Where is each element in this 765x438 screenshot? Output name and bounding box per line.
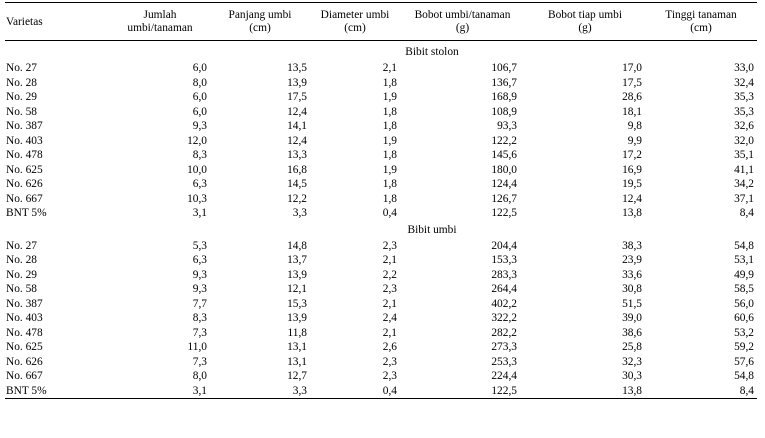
table-row (5, 163, 757, 178)
value-cell: 9,3 (192, 283, 207, 295)
value-cell: 1,8 (382, 192, 397, 205)
value-cell: 5,3 (192, 239, 207, 252)
varietas-cell: No. 403 (6, 134, 43, 147)
value-cell: 60,6 (734, 312, 754, 324)
value-cell: 51,5 (622, 297, 642, 310)
varietas-cell: No. 27 (6, 239, 38, 252)
table-row (5, 355, 757, 370)
table-row (5, 76, 757, 91)
value-cell: 2,2 (382, 268, 397, 281)
varietas-cell: No. 387 (6, 120, 43, 132)
value-cell: 153,3 (491, 254, 517, 266)
value-cell: 33,6 (622, 268, 642, 281)
col-header-varietas: Varietas (5, 3, 110, 41)
value-cell: 13,9 (287, 312, 307, 324)
value-cell: 3,1 (192, 207, 207, 219)
value-cell: 126,7 (491, 192, 517, 205)
value-cell: 16,9 (622, 163, 642, 176)
value-cell: 17,0 (622, 62, 642, 74)
value-cell: 6,0 (192, 91, 207, 103)
table-row (5, 105, 757, 120)
varietas-cell: No. 387 (6, 297, 43, 310)
value-cell: 3,1 (110, 384, 210, 399)
table-row (5, 282, 757, 297)
value-cell: 8,4 (739, 207, 754, 219)
value-cell: 2,1 (382, 62, 397, 74)
value-cell: 12,4 (287, 105, 307, 118)
value-cell: 35,3 (734, 91, 754, 103)
table-body (5, 41, 757, 399)
value-cell: 13,5 (287, 62, 307, 74)
value-cell: 6,0 (192, 62, 207, 74)
value-cell: 224,4 (491, 370, 517, 382)
value-cell: 13,9 (287, 268, 307, 281)
table-row (5, 297, 757, 312)
value-cell: 106,7 (491, 62, 517, 74)
value-cell: 12,4 (287, 134, 307, 147)
value-cell: 93,3 (497, 120, 517, 132)
value-cell: 0,4 (310, 384, 400, 399)
value-cell: 3,3 (292, 207, 307, 219)
varietas-cell: No. 28 (6, 254, 38, 266)
value-cell: 1,9 (382, 163, 397, 176)
table-header (5, 3, 757, 41)
col-header-jumlah-umbi: Jumlah umbi/tanaman (110, 3, 210, 41)
table-row (5, 253, 757, 268)
value-cell: 37,1 (734, 192, 754, 205)
data-table (5, 2, 757, 399)
value-cell: 12,7 (287, 370, 307, 382)
value-cell: 7,3 (192, 355, 207, 368)
value-cell: 39,0 (622, 312, 642, 324)
value-cell: 35,1 (734, 149, 754, 161)
value-cell: 23,9 (622, 254, 642, 266)
value-cell: 13,1 (287, 355, 307, 368)
value-cell: 8,0 (192, 370, 207, 382)
value-cell: 54,8 (734, 370, 754, 382)
value-cell: 1,8 (382, 105, 397, 118)
value-cell: 8,3 (192, 312, 207, 324)
varietas-cell: No. 403 (6, 312, 43, 324)
value-cell: 25,8 (622, 341, 642, 353)
value-cell: 12,2 (287, 192, 307, 205)
value-cell: 18,1 (622, 105, 642, 118)
varietas-cell: No. 58 (6, 105, 38, 118)
value-cell: 17,5 (287, 91, 307, 103)
table-row (5, 206, 757, 221)
table-row (5, 311, 757, 326)
value-cell: 9,8 (627, 120, 642, 132)
value-cell: 145,6 (491, 149, 517, 161)
value-cell: 2,1 (382, 297, 397, 310)
value-cell: 8,3 (192, 149, 207, 161)
value-cell: 11,0 (187, 341, 207, 353)
table-row (5, 177, 757, 192)
value-cell: 253,3 (491, 355, 517, 368)
value-cell: 41,1 (734, 163, 754, 176)
value-cell: 168,9 (491, 91, 517, 103)
table-row (5, 384, 757, 399)
varietas-cell: No. 29 (6, 268, 38, 281)
varietas-cell: No. 28 (6, 76, 38, 89)
table-row (5, 61, 757, 76)
value-cell: 2,4 (382, 312, 397, 324)
value-cell: 122,5 (400, 384, 525, 399)
value-cell: 13,1 (287, 341, 307, 353)
value-cell: 17,2 (622, 149, 642, 161)
value-cell: 33,0 (734, 62, 754, 74)
value-cell: 6,3 (192, 178, 207, 190)
varietas-cell: No. 478 (6, 326, 43, 339)
value-cell: 136,7 (491, 76, 517, 89)
table-row (5, 148, 757, 163)
value-cell: 1,8 (382, 120, 397, 132)
value-cell: 9,9 (627, 134, 642, 147)
value-cell: 9,3 (192, 120, 207, 132)
section-row (5, 221, 757, 239)
value-cell: 7,3 (192, 326, 207, 339)
value-cell: 32,4 (734, 76, 754, 89)
value-cell: 6,0 (192, 105, 207, 118)
value-cell: 1,8 (382, 149, 397, 161)
value-cell: 32,0 (734, 134, 754, 147)
value-cell: 28,6 (622, 91, 642, 103)
varietas-cell: No. 27 (6, 62, 38, 74)
value-cell: 53,2 (734, 326, 754, 339)
value-cell: 1,9 (382, 134, 397, 147)
table-row (5, 192, 757, 207)
value-cell: 124,4 (491, 178, 517, 190)
value-cell: 14,5 (287, 178, 307, 190)
value-cell: 13,9 (287, 76, 307, 89)
varietas-cell: No. 667 (6, 192, 43, 205)
section-title: Bibit stolon (405, 46, 459, 58)
col-header-bobot-umbi-tanaman: Bobot umbi/tanaman (g) (400, 3, 525, 41)
value-cell: 322,2 (491, 312, 517, 324)
varietas-cell: No. 625 (6, 163, 43, 176)
value-cell: 12,1 (287, 283, 307, 295)
varietas-cell: BNT 5% (5, 384, 110, 399)
section-row (5, 41, 757, 62)
value-cell: 13,3 (287, 149, 307, 161)
value-cell: 1,8 (382, 178, 397, 190)
value-cell: 6,3 (192, 254, 207, 266)
col-header-bobot-tiap-umbi: Bobot tiap umbi (g) (525, 3, 645, 41)
value-cell: 108,9 (491, 105, 517, 118)
value-cell: 30,3 (622, 370, 642, 382)
section-title: Bibit umbi (407, 223, 457, 236)
value-cell: 56,0 (734, 297, 754, 310)
value-cell: 1,9 (382, 91, 397, 103)
value-cell: 2,3 (382, 239, 397, 252)
table-row (5, 119, 757, 134)
value-cell: 11,8 (287, 326, 307, 339)
value-cell: 7,7 (192, 297, 207, 310)
value-cell: 49,9 (734, 268, 754, 281)
value-cell: 282,2 (491, 326, 517, 339)
value-cell: 19,5 (622, 178, 642, 190)
value-cell: 10,0 (187, 163, 207, 176)
varietas-cell: No. 29 (6, 91, 38, 103)
value-cell: 13,8 (622, 207, 642, 219)
table-row (5, 134, 757, 149)
value-cell: 2,1 (382, 326, 397, 339)
value-cell: 16,8 (287, 163, 307, 176)
value-cell: 13,8 (525, 384, 645, 399)
value-cell: 13,7 (287, 254, 307, 266)
value-cell: 32,3 (622, 355, 642, 368)
value-cell: 2,6 (382, 341, 397, 353)
col-header-tinggi-tanaman: Tinggi tanaman (cm) (645, 3, 757, 41)
value-cell: 204,4 (491, 239, 517, 252)
value-cell: 30,8 (622, 283, 642, 295)
value-cell: 58,5 (734, 283, 754, 295)
value-cell: 14,1 (287, 120, 307, 132)
varietas-cell: No. 478 (6, 149, 43, 161)
value-cell: 0,4 (382, 207, 397, 219)
value-cell: 2,3 (382, 355, 397, 368)
table-row (5, 340, 757, 355)
varietas-cell: No. 626 (6, 178, 43, 190)
value-cell: 12,0 (187, 134, 207, 147)
value-cell: 38,3 (622, 239, 642, 252)
value-cell: 54,8 (734, 239, 754, 252)
varietas-cell: No. 667 (6, 370, 43, 382)
table-row (5, 369, 757, 384)
value-cell: 57,6 (734, 355, 754, 368)
value-cell: 122,2 (491, 134, 517, 147)
value-cell: 122,5 (491, 207, 517, 219)
value-cell: 34,2 (734, 178, 754, 190)
varietas-cell: BNT 5% (6, 207, 47, 219)
varietas-cell: No. 58 (6, 283, 38, 295)
value-cell: 32,6 (734, 120, 754, 132)
value-cell: 59,2 (734, 341, 754, 353)
value-cell: 273,3 (491, 341, 517, 353)
value-cell: 2,3 (382, 283, 397, 295)
value-cell: 38,6 (622, 326, 642, 339)
value-cell: 35,3 (734, 105, 754, 118)
value-cell: 402,2 (491, 297, 517, 310)
value-cell: 9,3 (192, 268, 207, 281)
col-header-panjang-umbi: Panjang umbi (cm) (210, 3, 310, 41)
value-cell: 283,3 (491, 268, 517, 281)
value-cell: 53,1 (734, 254, 754, 266)
table-row (5, 239, 757, 254)
table-row (5, 90, 757, 105)
col-header-diameter-umbi: Diameter umbi (cm) (310, 3, 400, 41)
value-cell: 2,3 (382, 370, 397, 382)
value-cell: 17,5 (622, 76, 642, 89)
value-cell: 10,3 (187, 192, 207, 205)
value-cell: 264,4 (491, 283, 517, 295)
value-cell: 8,0 (192, 76, 207, 89)
value-cell: 180,0 (491, 163, 517, 176)
value-cell: 1,8 (382, 76, 397, 89)
value-cell: 12,4 (622, 192, 642, 205)
value-cell: 2,1 (382, 254, 397, 266)
value-cell: 8,4 (645, 384, 757, 399)
varietas-cell: No. 625 (6, 341, 43, 353)
value-cell: 14,8 (287, 239, 307, 252)
varietas-cell: No. 626 (6, 355, 43, 368)
table-row (5, 268, 757, 283)
table-row (5, 326, 757, 341)
value-cell: 15,3 (287, 297, 307, 310)
value-cell: 3,3 (210, 384, 310, 399)
